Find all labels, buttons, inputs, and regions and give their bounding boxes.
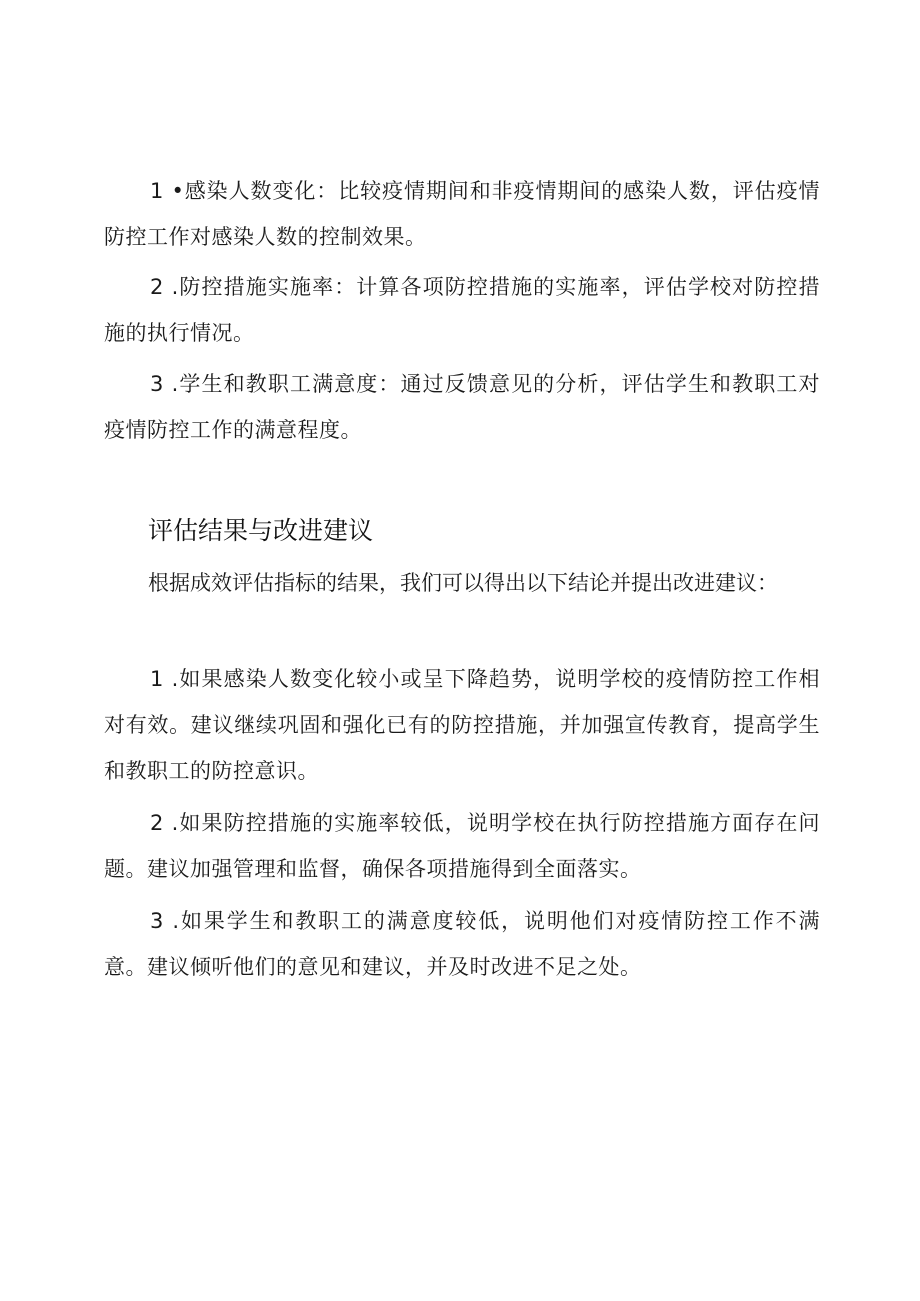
suggestion-item-1: 1 .如果感染人数变化较小或呈下降趋势，说明学校的疫情防控工作相对有效。建议继续巩固和强化已有的防控措施，并加强宣传教育，提高学生和教职工的防控意识。 [104, 667, 820, 783]
metric-item-2: 2 .防控措施实施率：计算各项防控措施的实施率，评估学校对防控措施的执行情况。 [104, 275, 820, 345]
metric-item-3: 3 .学生和教职工满意度：通过反馈意见的分析，评估学生和教职工对疫情防控工作的满意程度。 [104, 372, 820, 442]
section-intro: 根据成效评估指标的结果，我们可以得出以下结论并提出改进建议： [148, 571, 778, 595]
metric-item-1: 1 •感染人数变化：比较疫情期间和非疫情期间的感染人数，评估疫情防控工作对感染人数的控制效果。 [104, 179, 820, 249]
suggestion-item-2: 2 .如果防控措施的实施率较低，说明学校在执行防控措施方面存在问题。建议加强管理和监督，确保各项措施得到全面落实。 [104, 811, 820, 881]
suggestion-item-3: 3 .如果学生和教职工的满意度较低，说明他们对疫情防控工作不满意。建议倾听他们的意见和建议，并及时改进不足之处。 [104, 909, 820, 979]
section-title: 评估结果与改进建议 [148, 516, 374, 545]
